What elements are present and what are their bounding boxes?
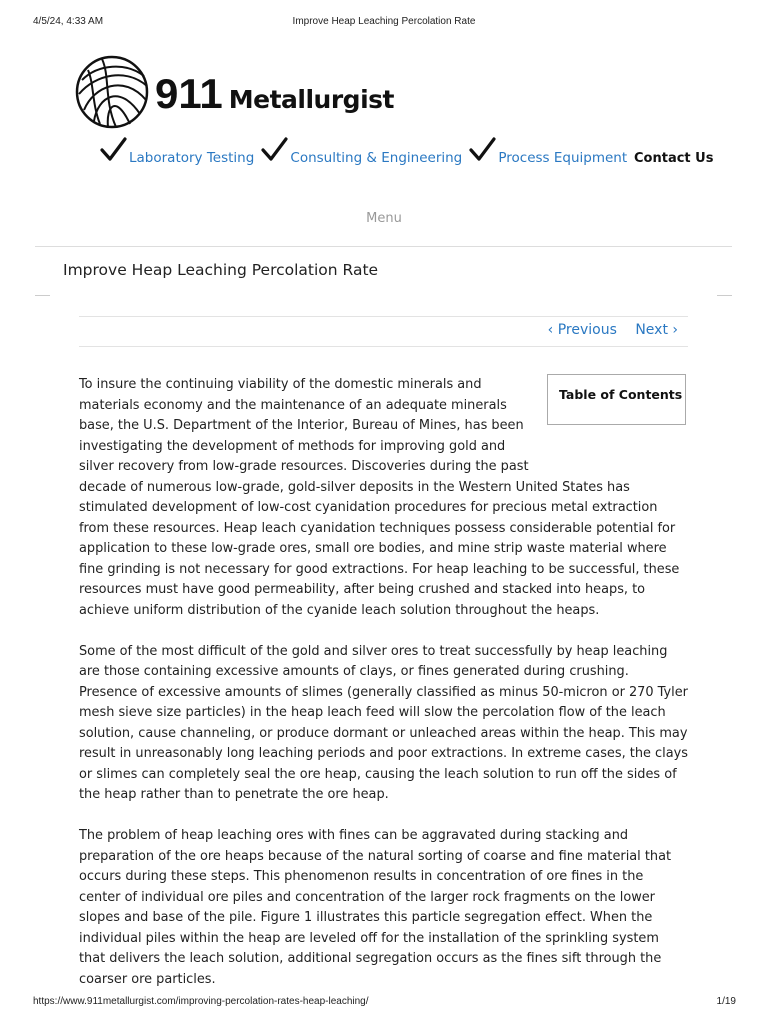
header-divider (35, 246, 732, 247)
contact-us-link[interactable]: Contact Us (634, 151, 714, 166)
checkmark-icon (261, 136, 288, 162)
menu-toggle[interactable]: Menu (366, 211, 402, 226)
services-nav (100, 136, 629, 168)
previous-post-link[interactable]: ‹ Previous (547, 322, 617, 338)
print-page-number: 1/19 (716, 996, 736, 1007)
print-footer (0, 996, 768, 1010)
article-body (79, 375, 688, 1011)
print-datetime: 4/5/24, 4:33 AM (33, 16, 104, 27)
pager-divider-bottom (79, 346, 688, 347)
left-divider-tick (35, 295, 50, 296)
logo-text (155, 70, 394, 118)
print-url: https://www.911metallurgist.com/improving-percolation-rates-heap-leaching/ (33, 996, 369, 1007)
print-header (0, 16, 768, 30)
service-laboratory-testing (100, 136, 254, 166)
checkmark-icon (100, 136, 127, 162)
service-consulting-engineering (261, 136, 462, 166)
logo-number: 911 (155, 70, 223, 117)
toc-label: Table of Contents (559, 387, 683, 402)
logo-word: Metallurgist (228, 85, 394, 114)
page-title: Improve Heap Leaching Percolation Rate (63, 261, 379, 279)
pager-divider-top (79, 316, 688, 317)
article-paragraph: Some of the most difficult of the gold and silver ores to treat successfully by heap leaching are those containing excessive amounts of clays, or fines generated during crushing. Presence of excessive amounts of slimes (generally classified as minus 50-micron or 270 Tyler mesh sieve size particles) in the heap leach feed will slow the percolation flow of the leach solution, cause channeling, or produce dormant or unleached areas within the heap. This may result in unreasonably long leaching periods and poor extractions. In extreme cases, the clays or slimes can completely seal the ore heap, causing the leach solution to run off the sides of the heap rather than to penetrate the ore heap. (79, 643, 688, 802)
post-pager (534, 322, 678, 338)
consulting-engineering-link[interactable]: Consulting & Engineering (290, 150, 463, 166)
table-of-contents-toggle[interactable] (547, 374, 686, 425)
process-equipment-link[interactable]: Process Equipment (498, 150, 628, 166)
wire-ball-icon (74, 54, 150, 130)
site-logo[interactable] (74, 54, 394, 130)
article-paragraph: The problem of heap leaching ores with fines can be aggravated during stacking and preparation of the ore heaps because of the natural sorting of coarse and fine material that occurs during these steps. This phenomenon results in concentration of ore fines in the center of individual ore piles and concentration of the larger rock fragments on the lower slopes and base of the pile. Figure 1 illustrates this particle segregation effect. When the individual piles within the heap are leveled off for the installation of the sprinkling system that delivers the leach solution, additional segregation occurs as the fines sift through the coarser ore particles. (79, 828, 672, 987)
right-divider-tick (717, 295, 732, 296)
article-paragraph: To insure the continuing viability of the domestic minerals and materials economy and the maintenance of an adequate minerals base, the U.S. Department of the Interior, Bureau of Mines, has been investigating the development of methods for improving gold and silver recovery from low-grade resources. Discoveries during the past decade of numerous low-grade, gold-silver deposits in the Western United States has stimulated development of low-cost cyanidation procedures for precious metal extraction from these resources. Heap leach cyanidation techniques possess considerable potential for application to these low-grade ores, small ore bodies, and mine strip waste material where fine grinding is not necessary for good extractions. For heap leaching to be successful, these resources must have good permeability, after being crushed and stacked into heaps, to achieve uniform distribution of the cyanide leach solution throughout the heaps. (79, 377, 680, 618)
service-process-equipment (469, 136, 627, 166)
print-doc-title: Improve Heap Leaching Percolation Rate (292, 16, 476, 27)
next-post-link[interactable]: Next › (635, 322, 678, 338)
laboratory-testing-link[interactable]: Laboratory Testing (129, 150, 255, 166)
checkmark-icon (469, 136, 496, 162)
